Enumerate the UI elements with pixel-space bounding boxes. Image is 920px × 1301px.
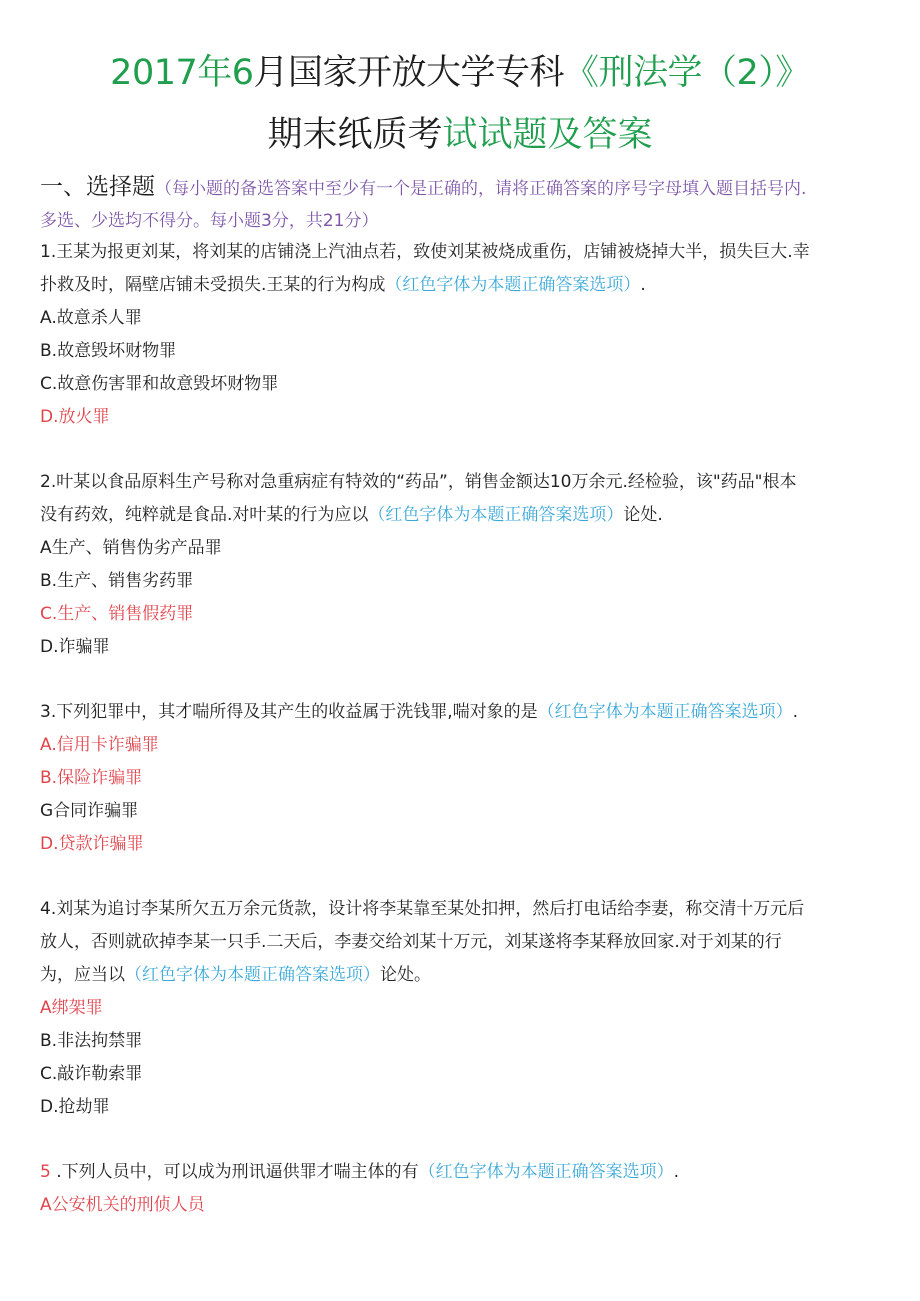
- document-title-line1: [0, 50, 920, 96]
- question-4-line1: 4.刘某为追讨李某所欠五万余元货款，设计将李某靠至某处扣押，然后打电话给李妻，称交清十万元后: [40, 899, 805, 919]
- section-note-2: 多选、少选均不得分。每小题3分，共21分）: [40, 211, 379, 231]
- answer-hint: （红色字体为本题正确答案选项）: [125, 965, 380, 985]
- option: G合同诈骗罪: [40, 801, 139, 821]
- option: C.敲诈勒索罪: [40, 1064, 143, 1084]
- title-year: 2017年6: [110, 53, 254, 93]
- question-1-tail: .: [640, 275, 646, 295]
- question-list: [40, 236, 890, 1222]
- section-heading: 一、选择题: [40, 174, 155, 200]
- title-exam: 期末纸质考: [267, 115, 443, 155]
- option-correct: C.生产、销售假药罪: [40, 604, 194, 624]
- answer-hint: （红色字体为本题正确答案选项）: [385, 275, 641, 295]
- title-middle: 月国家开放大学专科: [253, 53, 565, 93]
- section-header: [40, 170, 890, 236]
- option-correct: A绑架罪: [40, 998, 103, 1018]
- option-correct: A.信用卡诈骗罪: [40, 735, 159, 755]
- option-correct: D.贷款诈骗罪: [40, 834, 144, 854]
- question-3: [40, 696, 890, 861]
- title-answers: 试试题及答案: [442, 115, 653, 155]
- option-correct: B.保险诈骗罪: [40, 768, 143, 788]
- answer-hint: （红色字体为本题正确答案选项）: [368, 505, 624, 525]
- option-correct: A公安机关的刑侦人员: [40, 1195, 205, 1215]
- question-5-tail: .: [673, 1162, 680, 1182]
- question-4: [40, 893, 890, 1124]
- question-5-number: 5: [40, 1162, 51, 1182]
- question-1: [40, 236, 890, 434]
- option: B.非法拘禁罪: [40, 1031, 143, 1051]
- question-5-line1: .下列人员中，可以成为刑讯逼供罪才喘主体的有: [50, 1162, 419, 1182]
- question-2-tail: 论处.: [623, 505, 663, 525]
- answer-hint: （红色字体为本题正确答案选项）: [537, 702, 793, 722]
- option: D.诈骗罪: [40, 637, 110, 657]
- option: D.抢劫罪: [40, 1097, 110, 1117]
- option: A.故意杀人罪: [40, 308, 142, 328]
- question-5: [40, 1156, 890, 1222]
- question-1-line2: 扑救及时，隔壁店铺未受损失.王某的行为构成: [40, 275, 386, 295]
- question-2: [40, 466, 890, 664]
- question-3-tail: .: [792, 702, 799, 722]
- question-4-tail: 论处。: [380, 965, 431, 985]
- question-4-line2: 放人，否则就砍掉李某一只手.二天后，李妻交给刘某十万元，刘某遂将李某释放回家.对于刘某的行: [40, 932, 782, 952]
- option: A生产、销售伪劣产品罪: [40, 538, 222, 558]
- answer-hint: （红色字体为本题正确答案选项）: [418, 1162, 674, 1182]
- question-2-line1: 2.叶某以食品原料生产号称对急重病症有特效的“药品”，销售金额达10万余元.经检验，该"药品"根本: [40, 472, 797, 492]
- question-1-line1: 1.王某为报更刘某，将刘某的店铺浇上汽油点若，致使刘某被烧成重伤，店铺被烧掉大半，损失巨大.幸: [40, 242, 810, 262]
- title-course: 《刑法学（2）》: [564, 53, 810, 93]
- option: C.故意伤害罪和故意毁坏财物罪: [40, 374, 279, 394]
- section-note-1: （每小题的备选答案中至少有一个是正确的，请将正确答案的序号字母填入题目括号内.: [155, 179, 807, 199]
- question-3-line1: 3.下列犯罪中，其才喘所得及其产生的收益属于洗钱罪,喘对象的是: [40, 702, 538, 722]
- document-title-line2: [0, 112, 920, 158]
- option-correct: D.放火罪: [40, 407, 110, 427]
- option: B.故意毁坏财物罪: [40, 341, 177, 361]
- question-2-line2: 没有药效，纯粹就是食品.对叶某的行为应以: [40, 505, 369, 525]
- option: B.生产、销售劣药罪: [40, 571, 194, 591]
- question-4-line3: 为，应当以: [40, 965, 125, 985]
